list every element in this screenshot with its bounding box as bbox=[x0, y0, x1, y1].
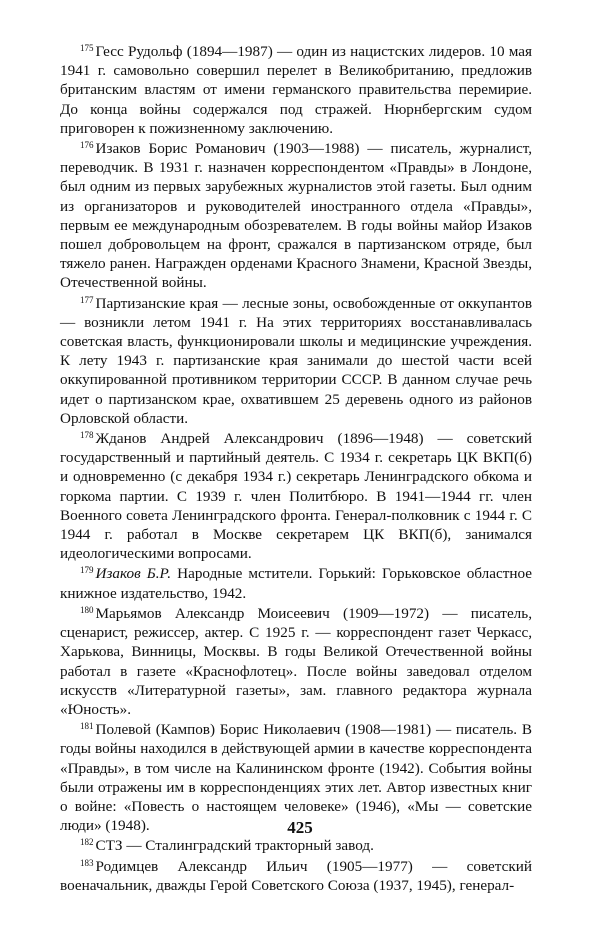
footnote-number: 180 bbox=[80, 604, 94, 615]
footnote-175 bbox=[60, 42, 532, 138]
footnote-number: 181 bbox=[80, 721, 94, 732]
footnote-text: Марьямов Александр Моисеевич (1909—1972) — писатель, сценарист, режиссер, актер. С 1925 г. — корреспондент газет Черкасс, Харькова, Винницы, Москвы. В годы Великой Отечественной войны работал в газете «Краснофлотец». После войны заведовал отделом искусств «Литературной газеты», зам. главного редактора журнала «Юность». bbox=[60, 604, 532, 718]
footnote-183 bbox=[60, 857, 532, 895]
footnote-number: 179 bbox=[80, 565, 94, 576]
footnote-text: Народные мстители. Горький: Горьковское областное книжное издательство, 1942. bbox=[60, 565, 532, 602]
footnote-text: Партизанские края — лесные зоны, освобожденные от оккупантов — возникли летом 1941 г. На этих территориях восстанавливалась советская власть, функционировали школы и медицинские учреждения. К лету 1943 г. партизанские края занимали до шестой части всей оккупированной противником территории СССР. В данном случае речь идет о партизанском крае, охватившем 25 деревень одного из районов Орловской области. bbox=[60, 294, 532, 427]
footnote-177 bbox=[60, 294, 532, 428]
footnote-178 bbox=[60, 429, 532, 563]
footnote-text: Жданов Андрей Александрович (1896—1948) — советский государственный и партийный деятель. С 1934 г. секретарь ЦК ВКП(б) и одновременно (с декабря 1934 г.) секретарь Ленинградского обкома и горкома партии. С 1939 г. член Политбюро. В 1941—1944 гг. член Военного совета Ленинградского фронта. Генерал-полковник с 1944 г. С 1944 г. работал в Москве секретарем ЦК ВКП(б), занимался идеологическими вопросами. bbox=[60, 430, 532, 563]
footnote-text: СТЗ — Сталинградский тракторный завод. bbox=[95, 837, 374, 855]
footnote-180 bbox=[60, 604, 532, 719]
footnote-text: Полевой (Кампов) Борис Николаевич (1908—1981) — писатель. В годы войны находился в действующей армии в качестве корреспондента «Правды», в том числе на Калининском фронте (1942). События войны были отражены им в корреспонденциях этих лет. Автор известных книг о войне: «Повесть о настоящем человеке» (1946), «Мы — советские люди» (1948). bbox=[60, 721, 532, 835]
footnote-number: 178 bbox=[80, 430, 94, 441]
footnote-number: 175 bbox=[80, 43, 94, 53]
footnote-number: 183 bbox=[80, 857, 94, 868]
footnote-number: 177 bbox=[80, 294, 94, 305]
footnote-176 bbox=[60, 139, 532, 293]
footnote-text: Изаков Борис Романович (1903—1988) — писатель, журналист, переводчик. В 1931 г. назначен корреспондентом «Правды» в Лондоне, был одним из первых зарубежных журналистов этой газеты. Был одним из организаторов и руководителей иностранного отдела «Правды», первым ее международным обозревателем. В годы войны майор Изаков пошел добровольцем на фронт, сражался в партизанском отряде, был тяжело ранен. Награжден орденами Красного Знамени, Красной Звезды, Отечественной войны. bbox=[60, 140, 532, 292]
footnote-179 bbox=[60, 564, 532, 602]
page-number: 425 bbox=[287, 818, 313, 837]
footnote-text: Гесс Рудольф (1894—1987) — один из нацистских лидеров. 10 мая 1941 г. самовольно совершил перелет в Великобританию, предложив британским властям от имени германского правительства перемирие. До конца войны содержался под стражей. Нюрнбергским судом приговорен к пожизненному заключению. bbox=[60, 43, 532, 137]
footnotes-page bbox=[60, 42, 532, 896]
footnote-text: Родимцев Александр Ильич (1905—1977) — советский военачальник, дважды Герой Советского Союза (1937, 1945), генерал- bbox=[60, 857, 532, 894]
footnote-182 bbox=[60, 836, 532, 855]
footnote-number: 182 bbox=[80, 837, 94, 848]
footnote-number: 176 bbox=[80, 140, 94, 151]
footnote-author: Изаков Б.Р. bbox=[95, 565, 172, 583]
